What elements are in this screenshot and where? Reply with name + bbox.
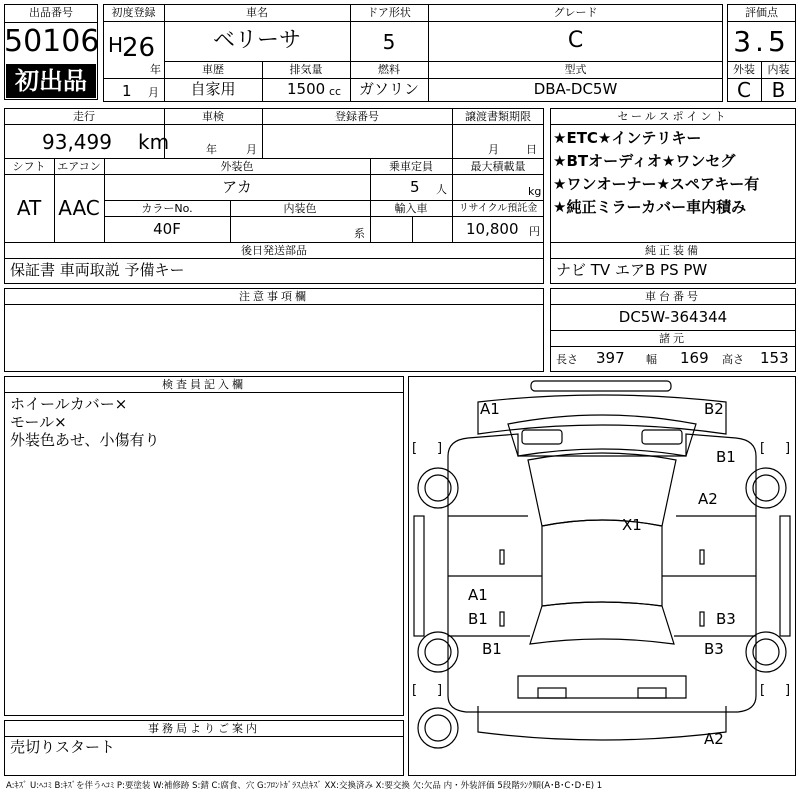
color-no-label: カラーNo. <box>141 202 193 215</box>
sales-line: ★ETC★インテリキー <box>553 129 702 147</box>
damage-mark: A2 <box>704 730 724 748</box>
exterior-grade: C <box>737 78 751 102</box>
car-body-outline-shape <box>448 434 756 712</box>
damage-mark: B3 <box>704 640 724 658</box>
model: DBA-DC5W <box>533 80 618 98</box>
later-parts-label: 後日発送部品 <box>241 244 307 257</box>
capacity-unit: 人 <box>436 183 447 196</box>
damage-mark: B1 <box>482 640 502 658</box>
door-handle-shape <box>700 550 704 564</box>
max-load-unit: kg <box>528 185 542 198</box>
svg-text:]: ] <box>785 683 791 698</box>
svg-text:[: [ <box>760 683 766 698</box>
int-color-label: 内装色 <box>283 202 317 215</box>
length-label: 長さ <box>556 353 578 366</box>
damage-mark: B1 <box>468 610 488 628</box>
width-label: 幅 <box>646 353 657 366</box>
windshield-shape <box>528 453 676 526</box>
door-handle-shape <box>500 550 504 564</box>
history-label: 車歴 <box>202 63 224 76</box>
tail-lamp-shape <box>638 688 666 698</box>
height-label: 高さ <box>722 353 744 366</box>
interior-grade: B <box>771 78 786 102</box>
interior-grade-label: 内装 <box>767 63 790 76</box>
inspector-line: モール× <box>10 413 67 431</box>
ext-color: アカ <box>222 178 252 196</box>
recycle: 10,800 <box>466 220 519 238</box>
roof-rail-shape <box>531 381 671 391</box>
length: 397 <box>596 349 625 367</box>
headlight-right-shape <box>642 430 682 444</box>
transfer-day-unit: 日 <box>526 143 537 156</box>
year-unit: 年 <box>150 63 161 76</box>
notes-label: 注意事項欄 <box>239 290 309 303</box>
lot-number: 50106 <box>4 24 100 59</box>
fuel: ガソリン <box>358 80 419 98</box>
aircon-label: エアコン <box>57 160 101 173</box>
lot-label: 出品番号 <box>29 6 73 19</box>
chassis-label: 車台番号 <box>645 290 701 303</box>
sales-label: セールスポイント <box>617 110 729 123</box>
height: 153 <box>760 349 789 367</box>
inspection-year-unit: 年 <box>206 143 217 156</box>
car-name-label: 車名 <box>246 6 268 19</box>
chassis-number: DC5W-364344 <box>618 308 728 326</box>
equipment-value: ナビ TV エアB PS PW <box>556 261 708 279</box>
car-name: ベリーサ <box>212 28 301 53</box>
rear-bumper-shape <box>478 706 726 740</box>
doors: 5 <box>382 30 396 54</box>
svg-text:[: [ <box>412 683 418 698</box>
damage-mark: A2 <box>698 490 718 508</box>
damage-mark: A1 <box>468 586 488 604</box>
first-listing-badge <box>6 64 96 98</box>
grade-label: グレード <box>553 6 598 19</box>
sales-line: ★ワンオーナー★スペアキー有 <box>553 175 760 193</box>
grade: C <box>567 28 584 53</box>
shift-label: シフト <box>12 160 46 173</box>
hood-shape <box>508 415 696 456</box>
roof-shape <box>542 520 662 606</box>
transfer-label: 譲渡書類期限 <box>465 110 531 123</box>
damage-mark: X1 <box>622 516 642 534</box>
max-load-label: 最大積載量 <box>470 160 526 173</box>
svg-text:]: ] <box>785 441 791 456</box>
capacity-label: 乗車定員 <box>389 160 433 173</box>
reg-no-label: 登録番号 <box>335 110 379 123</box>
inspector-line: 外装色あせ、小傷有り <box>10 431 160 449</box>
displacement: 1500 <box>287 80 326 98</box>
transfer-month-unit: 月 <box>488 143 499 156</box>
ext-color-label: 外装色 <box>220 160 254 173</box>
headlight-left-shape <box>522 430 562 444</box>
import-label: 輸入車 <box>394 202 428 215</box>
sales-line: ★BTオーディオ★ワンセグ <box>553 152 736 170</box>
score: 3.5 <box>733 25 790 58</box>
inspector-line: ホイールカバー× <box>10 395 128 413</box>
door-handle-shape <box>700 612 704 626</box>
svg-text:[: [ <box>760 441 766 456</box>
mileage: 93,499 <box>42 130 112 154</box>
sales-line: ★純正ミラーカバー車内積み <box>553 198 747 216</box>
damage-mark: B2 <box>704 400 724 418</box>
svg-text:]: ] <box>437 683 443 698</box>
history: 自家用 <box>190 80 236 98</box>
damage-mark: B1 <box>716 448 736 466</box>
office-value: 売切りスタート <box>10 738 116 756</box>
aircon: AAC <box>58 196 100 220</box>
tail-lamp-shape <box>538 688 566 698</box>
month-unit: 月 <box>148 86 159 99</box>
shift: AT <box>16 196 42 220</box>
specs-label: 諸元 <box>659 332 687 345</box>
mileage-unit: km <box>138 130 170 154</box>
svg-text:]: ] <box>437 441 443 456</box>
first-listing-text: 初出品 <box>15 67 87 95</box>
era-prefix: H <box>108 33 124 57</box>
door-handle-shape <box>500 612 504 626</box>
car-diagram <box>408 376 796 776</box>
recycle-unit: 円 <box>529 225 540 238</box>
rear-window-shape <box>530 602 674 644</box>
width: 169 <box>680 349 709 367</box>
color-no: 40F <box>153 220 181 238</box>
mileage-label: 走行 <box>73 110 95 123</box>
int-color-unit: 系 <box>354 227 365 240</box>
equipment-label: 純正装備 <box>645 244 701 257</box>
side-bar-left-shape <box>414 516 424 636</box>
displacement-unit: cc <box>329 85 342 98</box>
damage-mark: A1 <box>480 400 500 418</box>
displacement-label: 排気量 <box>289 63 323 76</box>
office-label: 事務局よりご案内 <box>148 722 260 735</box>
recycle-label: リサイクル預託金 <box>458 203 538 214</box>
inspection-month-unit: 月 <box>246 143 257 156</box>
svg-text:[: [ <box>412 441 418 456</box>
inspection-label: 車検 <box>202 110 224 123</box>
first-reg-label: 初度登録 <box>111 6 156 19</box>
side-bar-right-shape <box>780 516 790 636</box>
fuel-label: 燃料 <box>378 63 400 76</box>
legend: A:ｷｽﾞ U:ﾍｺﾐ B:ｷｽﾞを伴うﾍｺﾐ P:要塗装 W:補修跡 S:錆 C:腐食、穴 G:ﾌﾛﾝﾄｶﾞﾗｽ点ｷｽﾞ XX:交換済み X:要交換 欠:欠品 内・外装評価 5段階ﾗﾝｸ順(A･B･C･D･E) 1 <box>6 781 603 791</box>
capacity: 5 <box>410 178 420 196</box>
first-reg-year: 26 <box>122 33 156 63</box>
inspector-label: 検査員記入欄 <box>162 378 246 391</box>
later-parts: 保証書 車両取説 予備キー <box>10 261 185 279</box>
model-label: 型式 <box>564 63 587 76</box>
exterior-grade-label: 外装 <box>733 63 755 76</box>
first-reg-month: 1 <box>122 82 132 100</box>
score-label: 評価点 <box>745 6 778 19</box>
trunk-shape <box>518 676 686 698</box>
damage-mark: B3 <box>716 610 736 628</box>
door-label: ドア形状 <box>367 6 411 19</box>
